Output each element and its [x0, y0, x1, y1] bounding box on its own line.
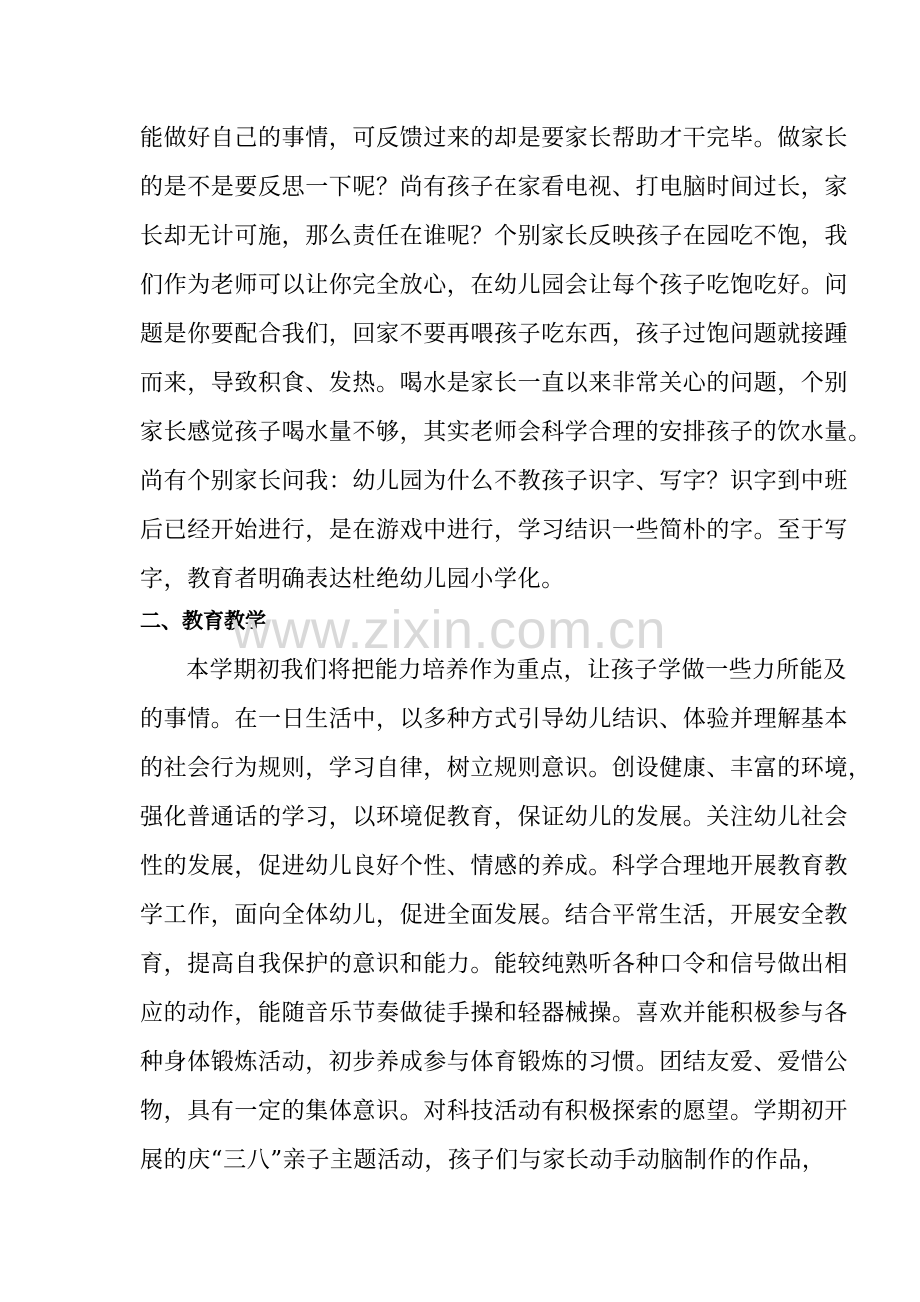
- paragraph-1-line-1: 能做好自己的事情，可反馈过来的却是要家长帮助才干完毕。做家长: [140, 125, 848, 151]
- paragraph-2-line-3: 的社会行为规则，学习自律，树立规则意识。创设健康、丰富的环境，: [140, 755, 872, 781]
- watermark: www.zixin.com.cn: [232, 600, 667, 660]
- paragraph-2-line-6: 学工作，面向全体幼儿，促进全面发展。结合平常生活，开展安全教: [140, 902, 848, 928]
- paragraph-1-line-7: 家长感觉孩子喝水量不够，其实老师会科学合理的安排孩子的饮水量。: [140, 419, 872, 445]
- paragraph-2-line-9: 种身体锻炼活动，初步养成参与体育锻炼的习惯。团结友爱、爱惜公: [140, 1049, 848, 1075]
- paragraph-1-line-8: 尚有个别家长问我：幼儿园为什么不教孩子识字、写字？识字到中班: [140, 468, 848, 494]
- paragraph-1-line-10: 字，教育者明确表达杜绝幼儿园小学化。: [140, 566, 565, 592]
- paragraph-2-line-1: 本学期初我们将把能力培养作为重点，让孩子学做一些力所能及: [186, 657, 847, 683]
- paragraph-2-line-8: 应的动作，能随音乐节奏做徒手操和轻器械操。喜欢并能积极参与各: [140, 1000, 848, 1026]
- section-heading: 二、教育教学: [140, 609, 266, 633]
- paragraph-1-line-3: 长却无计可施，那么责任在谁呢？个别家长反映孩子在园吃不饱，我: [140, 223, 848, 249]
- paragraph-2-line-10: 物，具有一定的集体意识。对科技活动有积极探索的愿望。学期初开: [140, 1098, 848, 1124]
- paragraph-2-line-7: 育，提高自我保护的意识和能力。能较纯熟听各种口令和信号做出相: [140, 951, 848, 977]
- paragraph-1-line-6: 而来，导致积食、发热。喝水是家长一直以来非常关心的问题，个别: [140, 370, 848, 396]
- paragraph-1-line-2: 的是不是要反思一下呢？尚有孩子在家看电视、打电脑时间过长，家: [140, 174, 848, 200]
- paragraph-1-line-9: 后已经开始进行，是在游戏中进行，学习结识一些简朴的字。至于写: [140, 517, 848, 543]
- paragraph-2-line-2: 的事情。在一日生活中，以多种方式引导幼儿结识、体验并理解基本: [140, 706, 848, 732]
- paragraph-2-line-11: 展的庆“三八”亲子主题活动，孩子们与家长动手动脑制作的作品，: [140, 1147, 826, 1173]
- paragraph-1-line-4: 们作为老师可以让你完全放心，在幼儿园会让每个孩子吃饱吃好。问: [140, 272, 848, 298]
- paragraph-1-line-5: 题是你要配合我们，回家不要再喂孩子吃东西，孩子过饱问题就接踵: [140, 321, 848, 347]
- paragraph-2-line-4: 强化普通话的学习，以环境促教育，保证幼儿的发展。关注幼儿社会: [140, 804, 848, 830]
- paragraph-2-line-5: 性的发展，促进幼儿良好个性、情感的养成。科学合理地开展教育教: [140, 853, 848, 879]
